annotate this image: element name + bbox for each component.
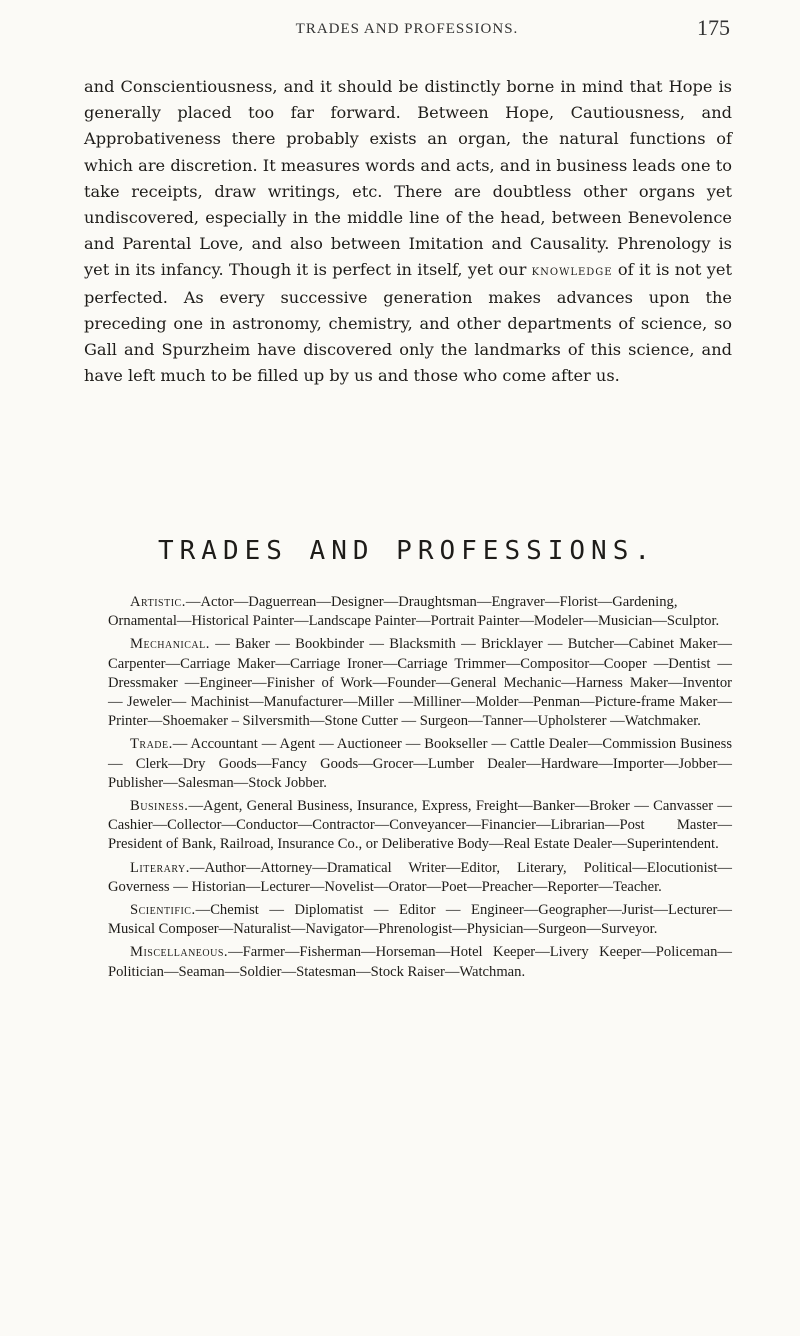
category-mechanical [108, 635, 732, 731]
section-title: TRADES AND PROFESSIONS. [157, 536, 657, 566]
intro-paragraph [84, 74, 732, 389]
category-label: Business. [130, 798, 189, 815]
category-scientific [108, 901, 732, 939]
category-label: Literary. [130, 859, 190, 876]
category-artistic [108, 593, 732, 631]
category-text: —Farmer—Fisherman—Horseman—Hotel Keeper—Livery Keeper—Policeman—Politician—Seaman—Soldier—Statesman—Stock Raiser—Watchman. [108, 944, 732, 980]
category-text: — Baker — Bookbinder — Blacksmith — Bricklayer — Butcher—Cabinet Maker—Carpenter—Carriage Maker—Carriage Ironer—Carriage Trimmer—Compositor—Cooper —Dentist — Dressmaker —Engineer—Finisher of Work—Founder—General Mechanic—Harness Maker—Inventor — Jeweler— Machinist—Manufacturer—Miller —Milliner—Molder—Penman—Picture-frame Maker—Printer—Shoemaker – Silversmith—Stone Cutter — Surgeon—Tanner—Upholsterer —Watchmaker. [108, 636, 732, 730]
category-label: Trade. [130, 736, 173, 753]
category-label: Miscellaneous. [130, 944, 229, 961]
category-business [108, 797, 732, 855]
page-number: 175 [697, 15, 730, 40]
intro-text-after: of it is not yet perfected. As every successive generation makes advances upon the preceding one in astronomy, chemistry, and other departments of science, so Gall and Spurzheim have discovered only the landmarks of this science, and have left much to be filled up by us and those who come after us. [84, 260, 732, 386]
category-trade [108, 735, 732, 793]
intro-text-before: and Conscientiousness, and it should be distinctly borne in mind that Hope is generally placed too far forward. Between Hope, Cautiousness, and Approbativeness there probably exists an organ, the natural functions of which are discretion. It measures words and acts, and in business leads one to take receipts, draw writings, etc. There are doubtless other organs yet undiscovered, especially in the middle line of the head, between Benevolence and Parental Love, and also between Imitation and Causality. Phrenology is yet in its infancy. Though it is perfect in itself, yet our [84, 77, 732, 280]
intro-emphasis: knowledge [531, 263, 613, 280]
category-label: Scientific. [130, 902, 196, 919]
running-head [84, 13, 730, 49]
category-list [108, 593, 732, 986]
category-text: — Accountant — Agent — Auctioneer — Bookseller — Cattle Dealer—Commission Business — Clerk—Dry Goods—Fancy Goods—Grocer—Lumber Dealer—Hardware—Importer—Jobber—Publisher—Salesman—Stock Jobber. [108, 736, 732, 791]
running-title: TRADES AND PROFESSIONS. [295, 21, 519, 37]
category-text: —Actor—Daguerrean—Designer—Draughtsman—Engraver—Florist—Gardening, Ornamental—Historical Painter—Landscape Painter—Portrait Painter—Modeler—Musician—Sculptor. [108, 594, 720, 630]
category-label: Mechanical. [130, 636, 210, 653]
category-text: —Author—Attorney—Dramatical Writer—Editor, Literary, Political—Elocutionist—Governess — Historian—Lecturer—Novelist—Orator—Poet—Preacher—Reporter—Teacher. [108, 859, 732, 895]
category-miscellaneous [108, 943, 732, 981]
category-text: —Agent, General Business, Insurance, Express, Freight—Banker—Broker — Canvasser — Cashier—Collector—Conductor—Contractor—Conveyancer—Financier—Librarian—Post Master—President of Bank, Railroad, Insurance Co., or Deliberative Body—Real Estate Dealer—Superintendent. [108, 798, 732, 853]
category-literary [108, 859, 732, 897]
category-label: Artistic. [130, 594, 186, 610]
category-text: —Chemist — Diplomatist — Editor — Engineer—Geographer—Jurist—Lecturer—Musical Composer—Naturalist—Navigator—Phrenologist—Physician—Surgeon—Surveyor. [108, 902, 732, 938]
